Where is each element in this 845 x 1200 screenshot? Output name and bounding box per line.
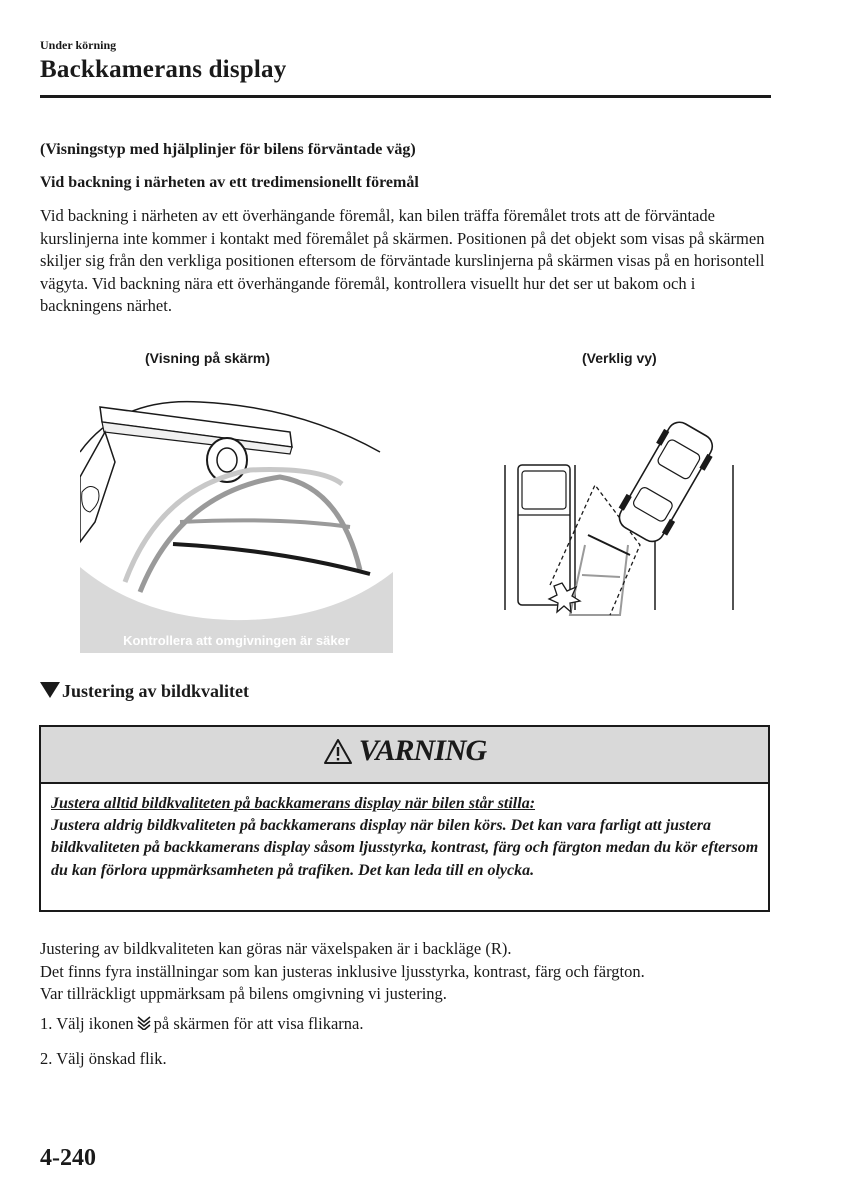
title-divider <box>40 95 771 98</box>
caption-real-view: (Verklig vy) <box>582 350 657 366</box>
adjustment-line-2: Det finns fyra inställningar som kan justeras inklusive ljusstyrka, kontrast, färg och färgton. <box>40 961 645 981</box>
adjustment-line-1: Justering av bildkvaliteten kan göras när växelspaken är i backläge (R). <box>40 939 512 958</box>
adjustment-paragraph <box>40 938 780 1006</box>
page-number: 4-240 <box>40 1145 96 1171</box>
double-chevron-down-icon <box>137 1016 151 1030</box>
warning-text: Justera aldrig bildkvaliteten på backkamerans display när bilen körs. Det kan vara farligt att justera bildkvaliteten på backkamerans display såsom ljusstyrka, kontrast, färg och färgton medan du kör eftersom du kan förlora uppmärksamheten på trafiken. Det kan leda till en olycka. <box>51 817 759 879</box>
step-1-prefix: 1. Välj ikonen <box>40 1014 134 1033</box>
warning-body <box>51 793 763 882</box>
camera-view-graphic <box>80 392 393 653</box>
page-title: Backkamerans display <box>40 56 287 83</box>
step-1-suffix: på skärmen för att visa flikarna. <box>153 1014 364 1033</box>
step-2: 2. Välj önskad flik. <box>40 1049 167 1068</box>
step-1 <box>40 1014 364 1034</box>
section-label: Under körning <box>40 38 117 52</box>
warning-box <box>39 725 770 912</box>
triangle-down-icon <box>40 682 60 698</box>
warning-underlined-line: Justera alltid bildkvaliteten på backkamerans display när bilen står stilla: <box>51 795 536 812</box>
warning-triangle-icon <box>323 738 353 765</box>
caption-screen-view: (Visning på skärm) <box>145 350 271 366</box>
subheading-3d-object: Vid backning i närheten av ett tredimensionellt föremål <box>40 174 419 191</box>
real-view-illustration <box>490 405 750 620</box>
adjustment-heading <box>40 681 249 702</box>
reversing-car <box>612 416 720 548</box>
screen-safety-message: Kontrollera att omgivningen är säker <box>123 633 350 648</box>
subheading-display-type: (Visningstyp med hjälplinjer för bilens förväntade väg) <box>40 141 416 158</box>
camera-screen-illustration <box>80 392 393 653</box>
adjustment-line-3: Var tillräckligt uppmärksam på bilens omgivning vi justering. <box>40 984 447 1003</box>
warning-title: VARNING <box>358 734 487 767</box>
warning-header <box>41 727 768 784</box>
adjustment-heading-text: Justering av bildkvalitet <box>62 681 250 701</box>
intro-paragraph: Vid backning i närheten av ett överhängande föremål, kan bilen träffa föremålet trots att de förväntade kurslinjerna inte kommer i kontakt med föremålet på skärmen. Positionen på det objekt som visas på skärmen skiljer sig från den verkliga positionen eftersom de förväntade kurslinjerna på skärmen visas på en horisontell vägyta. Vid backning nära ett överhängande föremål, kontrollera visuellt hur det ser ut bakom och i backningens närhet. <box>40 206 765 315</box>
